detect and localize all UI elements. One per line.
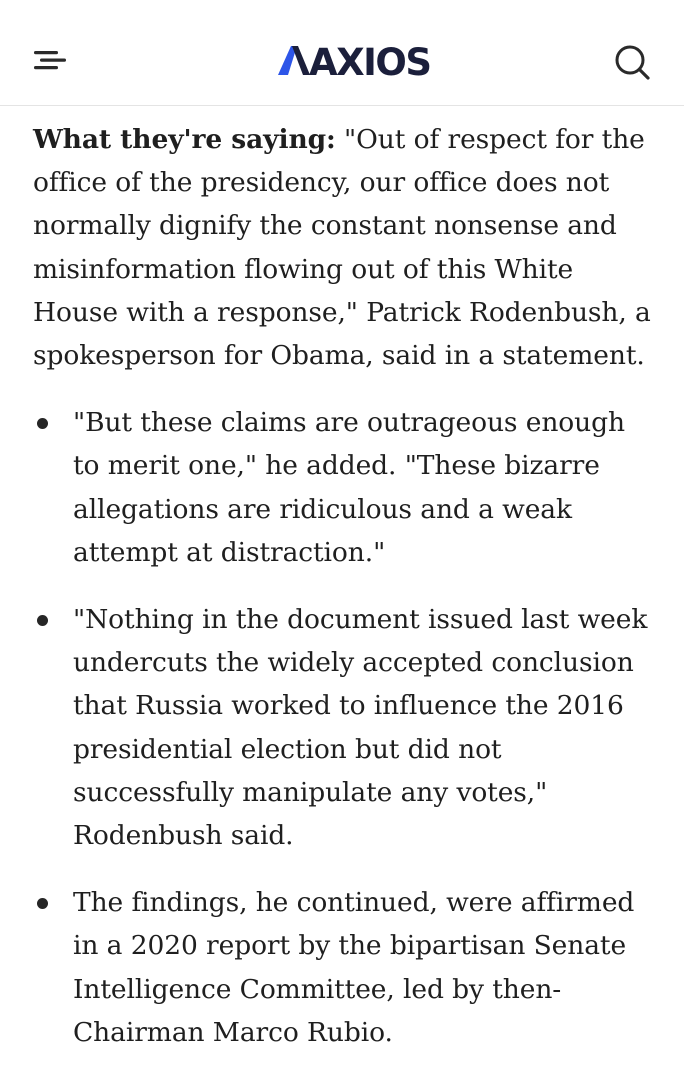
lead-text: "Out of respect for the office of the presidency, our office does not normally dignify the constant nonsense and misinformation flowing out of this White House with a response," Patrick Rodenbush, a spokesperson for Obama, said in a statement. bbox=[33, 124, 651, 372]
logo-wordmark: AXIOS bbox=[309, 41, 431, 84]
article-body bbox=[33, 118, 658, 1078]
bullet-item bbox=[33, 598, 658, 857]
hamburger-menu-icon bbox=[34, 46, 68, 76]
bullet-item bbox=[33, 401, 658, 574]
bullet-text: "But these claims are outrageous enough to merit one," he added. "These bizarre allegations are ridiculous and a weak attempt at distraction." bbox=[73, 407, 625, 568]
bullet-dot-icon bbox=[37, 418, 48, 429]
bullet-dot-icon bbox=[37, 615, 48, 626]
search-icon bbox=[612, 42, 652, 82]
bullet-item bbox=[33, 881, 658, 1054]
bullet-text: The findings, he continued, were affirmed in a 2020 report by the bipartisan Senate Intelligence Committee, led by then-Chairman Marco Rubio. bbox=[73, 887, 635, 1048]
bullet-list bbox=[33, 401, 658, 1054]
menu-button[interactable] bbox=[34, 46, 68, 76]
lead-paragraph bbox=[33, 118, 658, 377]
bullet-text: "Nothing in the document issued last week undercuts the widely accepted conclusion that Russia worked to influence the 2016 presidential election but did not successfully manipulate any votes," Rodenbush said. bbox=[73, 604, 648, 852]
search-button[interactable] bbox=[612, 42, 652, 82]
axios-logo[interactable] bbox=[276, 38, 431, 84]
top-navigation-bar bbox=[0, 0, 684, 106]
bullet-dot-icon bbox=[37, 898, 48, 909]
logo-a-stroke bbox=[292, 46, 310, 75]
lead-label: What they're saying: bbox=[33, 124, 336, 155]
